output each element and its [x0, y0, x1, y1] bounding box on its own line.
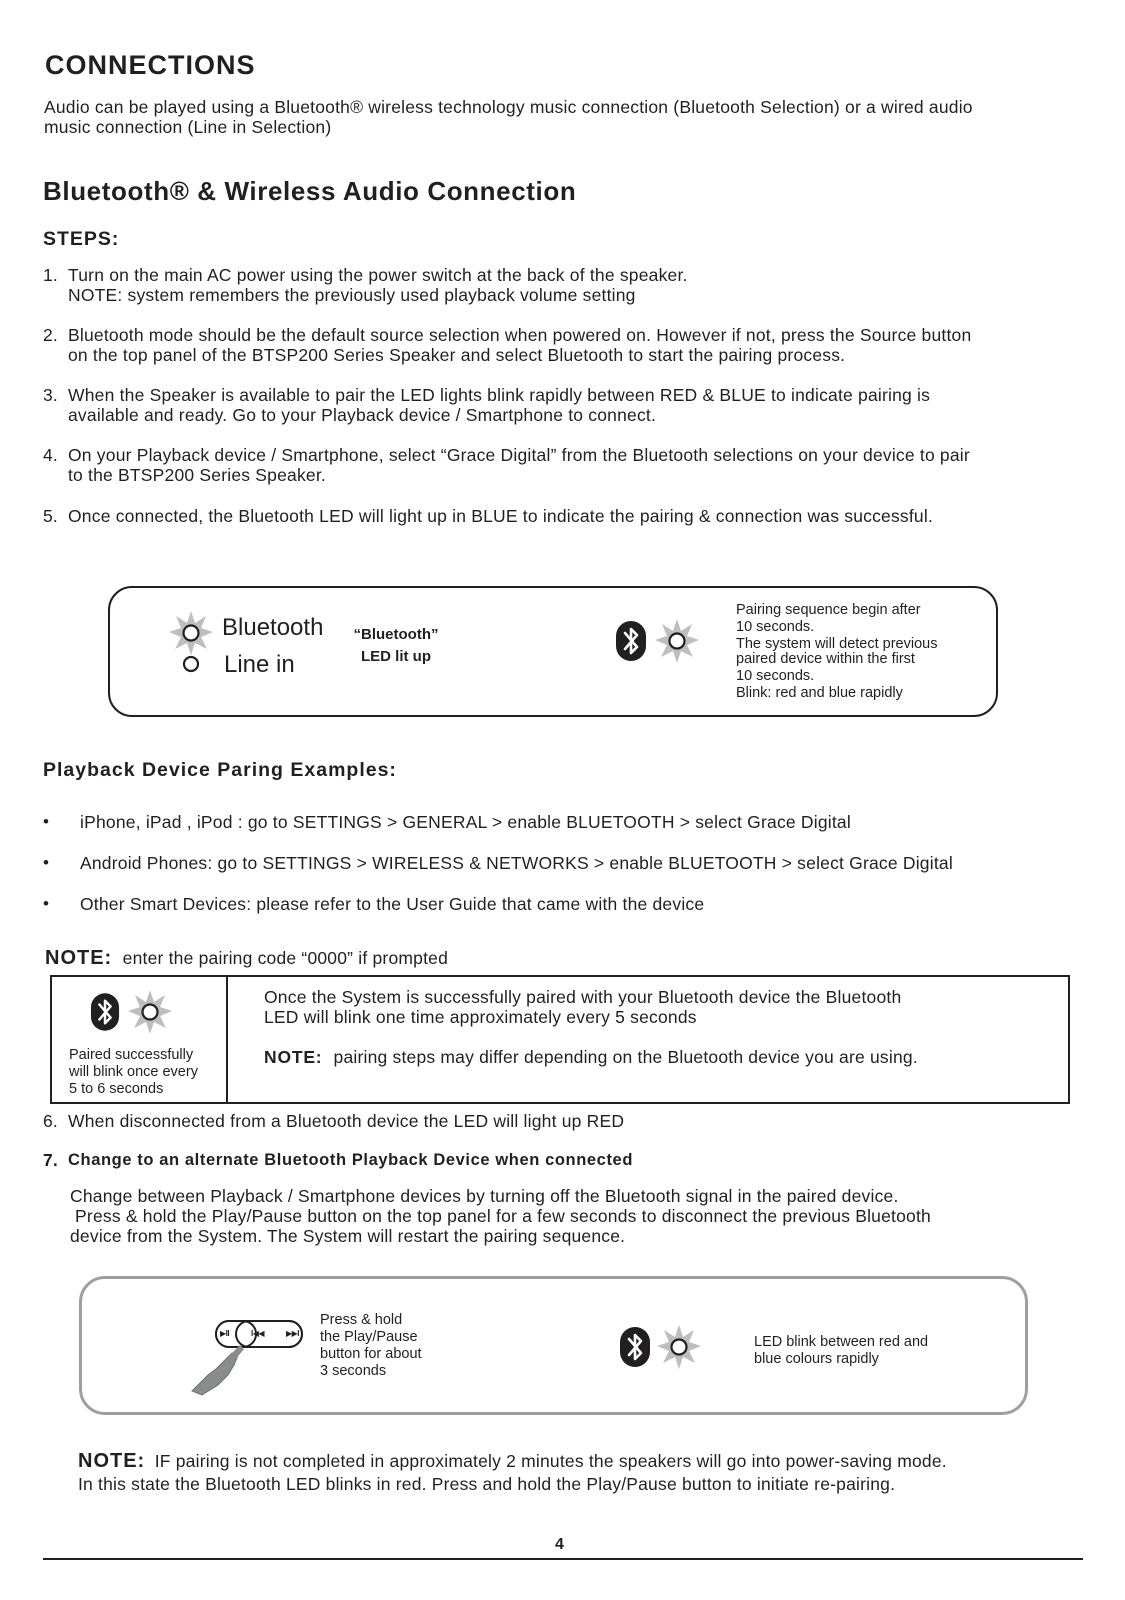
example-item: Other Smart Devices: please refer to the User Guide that came with the device	[80, 894, 705, 914]
footer-rule	[43, 1558, 1083, 1560]
step7-para-line: Change between Playback / Smartphone devices by turning off the Bluetooth signal in the paired device.	[70, 1186, 899, 1206]
pairing-info	[736, 602, 937, 702]
step7-heading: Change to an alternate Bluetooth Playback Device when connected	[68, 1151, 634, 1169]
table-divider	[226, 977, 228, 1102]
led-caption-line: LED lit up	[361, 648, 431, 665]
paired-caption-line: 5 to 6 seconds	[69, 1081, 164, 1097]
pairing-info-line: Pairing sequence begin after	[736, 602, 921, 618]
pairing-info-line: paired device within the first	[736, 651, 915, 667]
bluetooth-icon	[619, 1326, 651, 1368]
paired-caption-line: will blink once every	[69, 1064, 198, 1080]
bullet-dot: •	[43, 812, 49, 831]
examples-heading: Playback Device Paring Examples:	[43, 759, 397, 781]
note-label: NOTE:	[78, 1450, 146, 1472]
control-panel-illustration	[182, 1305, 312, 1397]
next-glyph: ▶▶I	[286, 1329, 300, 1338]
press-instruction-line: 3 seconds	[320, 1363, 387, 1379]
example-item: Android Phones: go to SETTINGS > WIRELESS & NETWORKS > enable BLUETOOTH > select Grace Digital	[80, 853, 953, 873]
step-text: On your Playback device / Smartphone, select “Grace Digital” from the Bluetooth selections on your device to pair	[68, 445, 970, 465]
led-off-icon	[182, 655, 200, 673]
led-caption	[346, 624, 446, 668]
led-status-diagram	[108, 586, 998, 717]
step7-para-line: device from the System. The System will restart the pairing sequence.	[70, 1226, 626, 1246]
section-title: Bluetooth® & Wireless Audio Connection	[43, 176, 577, 206]
step-number: 6.	[43, 1111, 58, 1131]
step-number: 2.	[43, 325, 58, 345]
prev-glyph: I◀◀	[251, 1329, 265, 1338]
step-text: Turn on the main AC power using the power switch at the back of the speaker.	[68, 265, 688, 285]
note-text: pairing steps may differ depending on the Bluetooth device you are using.	[333, 1047, 918, 1067]
paired-desc-line: LED will blink one time approximately every 5 seconds	[264, 1007, 697, 1027]
step-number: 7.	[43, 1150, 58, 1170]
led-blink-line: LED blink between red and	[754, 1334, 929, 1350]
step-number: 5.	[43, 506, 58, 526]
step-text: to the BTSP200 Series Speaker.	[68, 465, 326, 485]
bluetooth-source-label: Bluetooth	[222, 614, 324, 641]
pairing-info-line: The system will detect previous	[736, 636, 938, 652]
note-text: enter the pairing code “0000” if prompted	[122, 948, 449, 968]
step-number: 1.	[43, 265, 58, 285]
led-caption-line: “Bluetooth”	[353, 626, 439, 643]
intro-line-1: Audio can be played using a Bluetooth® wireless technology music connection (Bluetooth Selection) or a wired audio	[44, 97, 973, 117]
power-saving-note	[78, 1450, 947, 1473]
press-instruction-line: the Play/Pause	[320, 1329, 418, 1345]
note-label: NOTE:	[264, 1047, 323, 1067]
step-text: available and ready. Go to your Playback device / Smartphone to connect.	[68, 405, 657, 425]
bluetooth-icon	[90, 992, 120, 1032]
led-blink-text	[754, 1334, 928, 1368]
steps-heading: STEPS:	[43, 228, 120, 250]
led-blink-icon	[654, 618, 700, 664]
step-text: Once connected, the Bluetooth LED will light up in BLUE to indicate the pairing & connection was successful.	[68, 506, 934, 526]
step-text: on the top panel of the BTSP200 Series Speaker and select Bluetooth to start the pairing process.	[68, 345, 846, 365]
paired-caption	[69, 1047, 198, 1098]
note-text-line-2: In this state the Bluetooth LED blinks in red. Press and hold the Play/Pause button to initiate re-pairing.	[78, 1474, 896, 1494]
step-number: 3.	[43, 385, 58, 405]
play-pause-glyph: ▶II	[220, 1329, 230, 1338]
paired-caption-line: Paired successfully	[69, 1047, 194, 1063]
led-lit-icon	[168, 610, 214, 656]
repair-diagram	[79, 1276, 1028, 1415]
pairing-info-line: Blink: red and blue rapidly	[736, 685, 903, 701]
press-instruction-line: button for about	[320, 1346, 422, 1362]
note-text: IF pairing is not completed in approximately 2 minutes the speakers will go into power-saving mode.	[149, 1451, 947, 1471]
step-number: 4.	[43, 445, 58, 465]
bullet-dot: •	[43, 894, 49, 913]
step-text: Bluetooth mode should be the default source selection when powered on. However if not, press the Source button	[68, 325, 972, 345]
page-number: 4	[555, 1536, 564, 1553]
press-instruction	[320, 1312, 422, 1380]
step-text: NOTE: system remembers the previously used playback volume setting	[68, 285, 636, 305]
intro-line-2: music connection (Line in Selection)	[44, 117, 332, 137]
linein-source-label: Line in	[224, 651, 295, 678]
led-blink-line: blue colours rapidly	[754, 1351, 879, 1367]
bullet-dot: •	[43, 853, 49, 872]
pairing-info-line: 10 seconds.	[736, 668, 815, 684]
step-text: When the Speaker is available to pair the LED lights blink rapidly between RED & BLUE to indicate pairing is	[68, 385, 931, 405]
led-blink-icon	[656, 1324, 702, 1370]
step7-para-line: Press & hold the Play/Pause button on the top panel for a few seconds to disconnect the previous Bluetooth	[70, 1206, 931, 1226]
pairing-code-note	[45, 947, 448, 970]
paired-note	[264, 1047, 918, 1068]
paired-info-table	[50, 975, 1070, 1104]
page-title: CONNECTIONS	[45, 50, 256, 80]
bluetooth-icon	[615, 620, 647, 662]
press-instruction-line: Press & hold	[320, 1312, 403, 1328]
pairing-info-line: 10 seconds.	[736, 619, 815, 635]
step-text: When disconnected from a Bluetooth device the LED will light up RED	[68, 1111, 625, 1131]
example-item: iPhone, iPad , iPod : go to SETTINGS > GENERAL > enable BLUETOOTH > select Grace Digital	[80, 812, 851, 832]
led-blink-icon	[127, 989, 173, 1035]
note-label: NOTE:	[45, 947, 113, 969]
paired-desc-line: Once the System is successfully paired with your Bluetooth device the Bluetooth	[264, 987, 902, 1007]
